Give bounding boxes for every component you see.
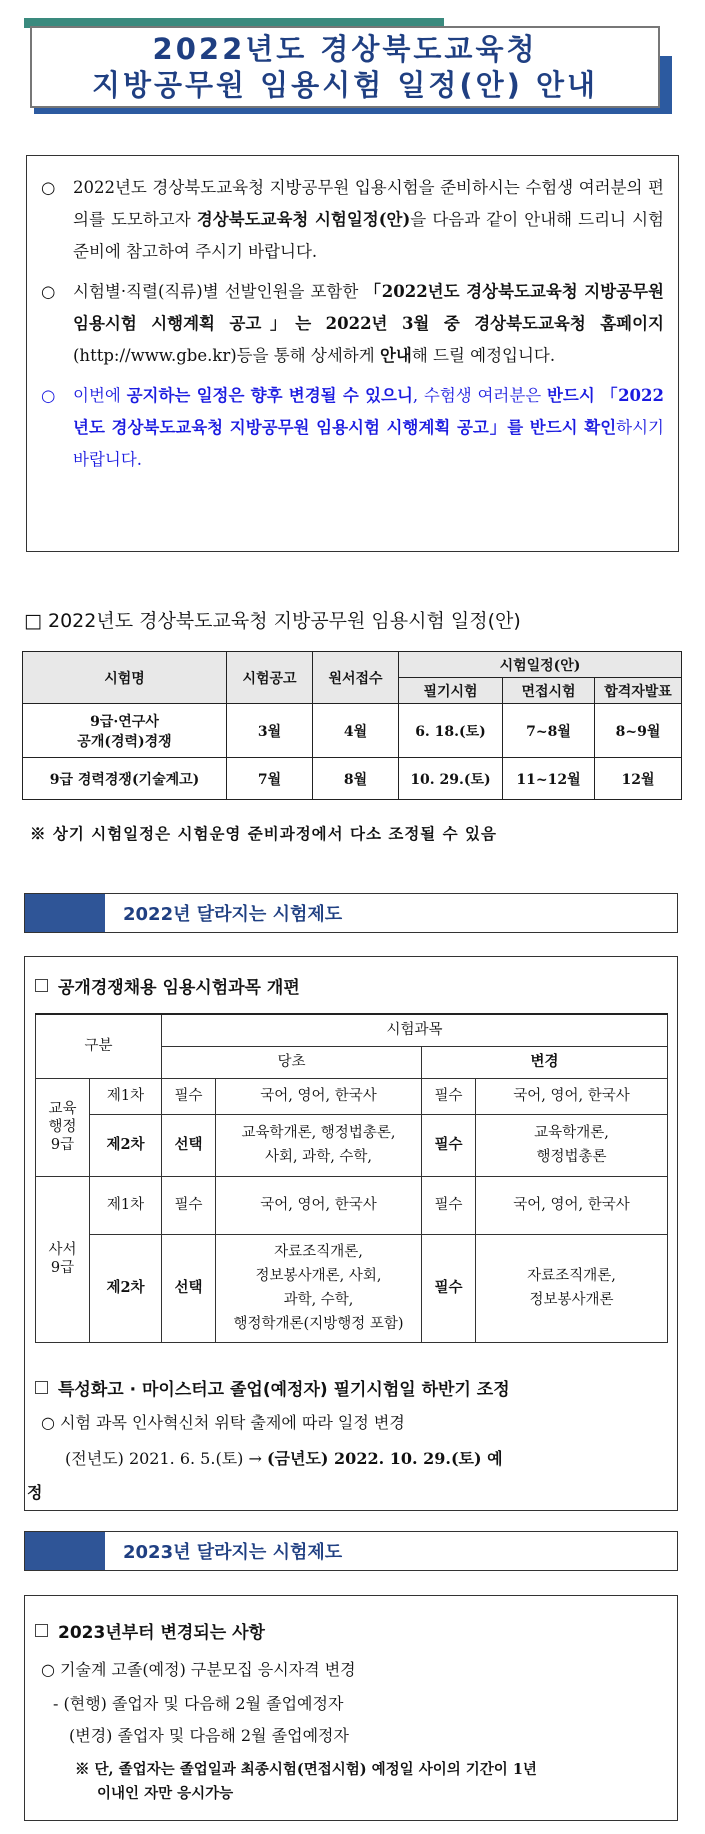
header-notice: 시험공고	[227, 652, 313, 704]
section-title-2023: 2023년 달라지는 시험제도	[123, 1542, 343, 1563]
change-line-1: ○ 기술계 고졸(예정) 구분모집 응시자격 변경	[41, 1660, 356, 1679]
intro-box	[26, 155, 679, 552]
schedule-change-line-2: (전년도) 2021. 6. 5.(토) → (금년도) 2022. 10. 29.(토) 예	[65, 1449, 503, 1468]
section-bar-2022	[24, 893, 678, 933]
intro-paragraph-2: ○ 시험별·직렬(직류)별 선발인원을 포함한 「2022년도 경상북도교육청 지방공무원 임용시험 시행계획 공고」는 2022년 3월 중 경상북도교육청 홈페이지(http://www.gbe.kr)등을 통해 상세하게 안내해 드릴 예정입니다.	[41, 276, 664, 372]
header-schedule: 시험일정(안)	[399, 652, 682, 678]
table-row: 교육 행정 9급 제1차 필수 국어, 영어, 한국사 필수 국어, 영어, 한국사	[36, 1078, 668, 1114]
header-after: 변경	[422, 1046, 668, 1078]
intro-paragraph-1: ○ 2022년도 경상북도교육청 지방공무원 입용시험을 준비하시는 수험생 여러분의 편의를 도모하고자 경상북도교육청 시험일정(안)을 다음과 같이 안내해 드리니 시험 준비에 참고하여 주시기 바랍니다.	[41, 172, 664, 268]
header-result: 합격자발표	[595, 678, 682, 704]
title-accent-bottom	[34, 108, 672, 114]
change-line-2: - (현행) 졸업자 및 다음해 2월 졸업예정자	[53, 1694, 344, 1713]
schedule-table	[22, 651, 682, 800]
subjects-table	[35, 1013, 668, 1343]
section-bar-2023	[24, 1531, 678, 1571]
table-row: 제2차 선택 자료조직개론, 정보봉사개론, 사회, 과학, 수학, 행정학개론(지방행정 포함) 필수 자료조직개론, 정보봉사개론	[36, 1234, 668, 1342]
circle-bullet-icon: ○	[41, 282, 56, 301]
header-exam-name: 시험명	[23, 652, 227, 704]
sub-heading-schedule-change: 특성화고 · 마이스터고 졸업(예정자) 필기시험일 하반기 조정	[35, 1375, 510, 1400]
circle-bullet-icon: ○	[41, 178, 56, 197]
title-banner	[24, 18, 672, 114]
schedule-change-line-3: 정	[27, 1483, 43, 1502]
bar-accent	[25, 1532, 105, 1570]
panel-2022	[24, 956, 678, 1511]
checkbox-square-icon	[35, 979, 48, 992]
schedule-heading: □ 2022년도 경상북도교육청 지방공무원 임용시험 일정(안)	[24, 610, 521, 632]
section-title-2022: 2022년 달라지는 시험제도	[123, 904, 343, 925]
table-row: 9급 경력경쟁(기술계고) 7월 8월 10. 29.(토) 11~12월 12월	[23, 758, 682, 800]
schedule-change-line-1: ○ 시험 과목 인사혁신처 위탁 출제에 따라 일정 변경	[41, 1413, 405, 1432]
panel-2023	[24, 1595, 678, 1821]
header-apply: 원서접수	[313, 652, 399, 704]
checkbox-square-icon	[35, 1381, 48, 1394]
schedule-note: ※ 상기 시험일정은 시험운영 준비과정에서 다소 조정될 수 있음	[30, 824, 497, 843]
header-gubun: 구분	[36, 1014, 162, 1078]
circle-bullet-icon: ○	[41, 386, 56, 405]
table-row: 9급·연구사 공개(경력)경쟁 3월 4월 6. 18.(토) 7~8월 8~9월	[23, 704, 682, 758]
title-line-2: 지방공무원 임용시험 일정(안) 안내	[92, 68, 598, 102]
bar-accent	[25, 894, 105, 932]
intro-paragraph-3: ○ 이번에 공지하는 일정은 향후 변경될 수 있으니, 수험생 여러분은 반드시 「2022년도 경상북도교육청 지방공무원 임용시험 시행계획 공고」를 반드시 확인하시기 바랍니다.	[41, 380, 664, 476]
change-note: ※ 단, 졸업자는 졸업일과 최종시험(면접시험) 예정일 사이의 기간이 1년 이내인 자만 응시가능	[75, 1761, 537, 1802]
header-interview: 면접시험	[503, 678, 595, 704]
title-accent-right	[660, 56, 672, 114]
title-box	[30, 26, 660, 108]
sub-heading-2023-changes: 2023년부터 변경되는 사항	[35, 1618, 265, 1643]
table-row: 사서 9급 제1차 필수 국어, 영어, 한국사 필수 국어, 영어, 한국사	[36, 1176, 668, 1234]
header-subjects: 시험과목	[162, 1014, 668, 1046]
table-row: 제2차 선택 교육학개론, 행정법총론, 사회, 과학, 수학, 필수 교육학개론, 행정법총론	[36, 1114, 668, 1176]
sub-heading-subjects: 공개경쟁채용 임용시험과목 개편	[35, 973, 300, 998]
header-written: 필기시험	[399, 678, 503, 704]
header-before: 당초	[162, 1046, 422, 1078]
checkbox-square-icon	[35, 1624, 48, 1637]
change-line-3: (변경) 졸업자 및 다음해 2월 졸업예정자	[69, 1726, 349, 1745]
title-line-1: 2022년도 경상북도교육청	[152, 32, 538, 66]
